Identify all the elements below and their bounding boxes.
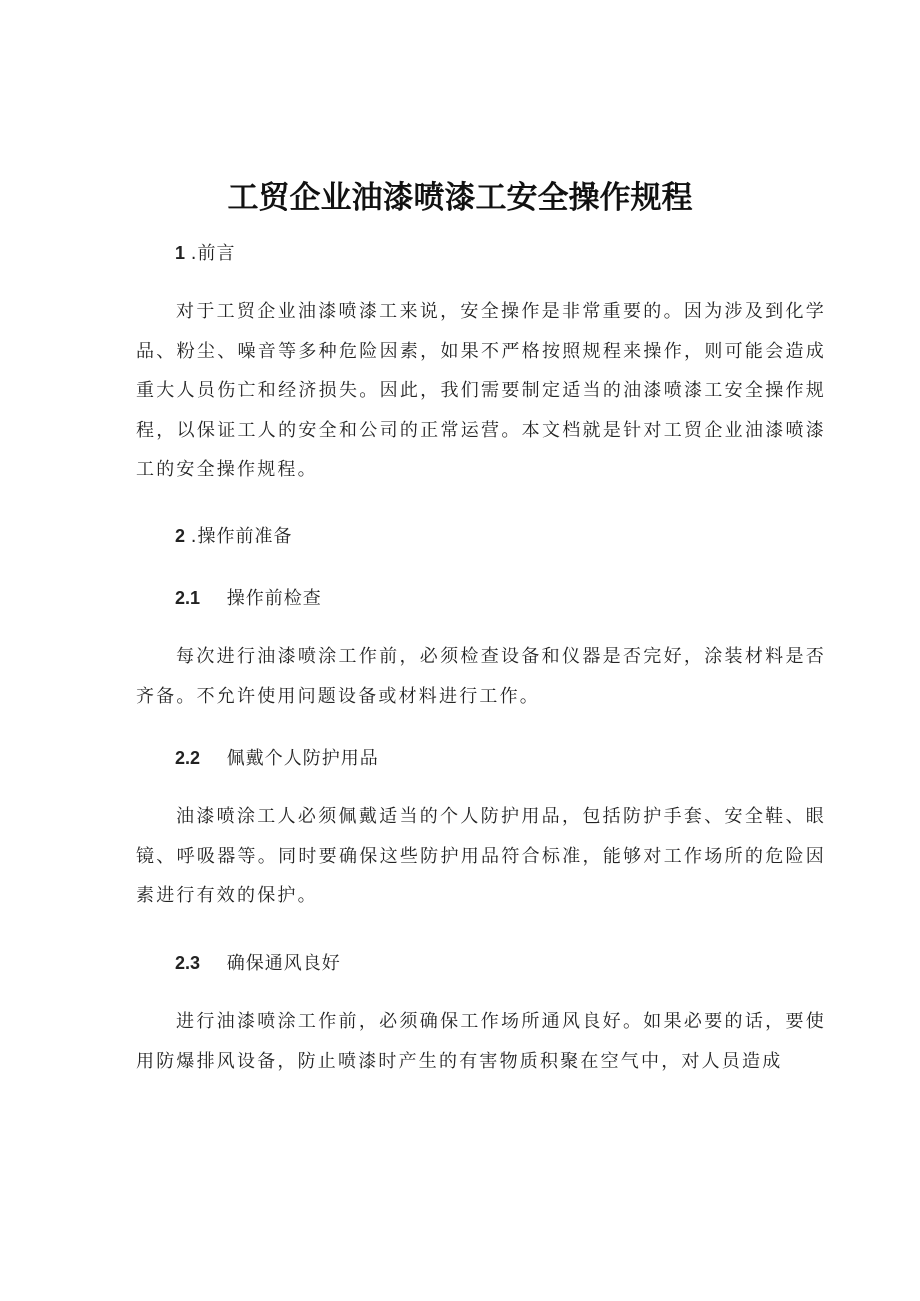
- section-title: 操作前检查: [226, 588, 322, 609]
- section-title: .前言: [190, 243, 236, 264]
- section-heading-2-3: [175, 951, 341, 976]
- document-title: 工贸企业油漆喷漆工安全操作规程: [227, 180, 693, 216]
- section-title: 佩戴个人防护用品: [226, 748, 379, 769]
- section-number: 2.2: [175, 748, 201, 768]
- section-heading-2: [175, 524, 292, 549]
- paragraph-ppe: 油漆喷涂工人必须佩戴适当的个人防护用品，包括防护手套、安全鞋、眼镜、呼吸器等。同时要确保这些防护用品符合标准，能够对工作场所的危险因素进行有效的保护。: [136, 806, 826, 906]
- section-number: 2: [175, 526, 186, 546]
- section-heading-2-2: [175, 746, 379, 771]
- paragraph-ventilation: 进行油漆喷涂工作前，必须确保工作场所通风良好。如果必要的话，要使用防爆排风设备，防止喷漆时产生的有害物质积聚在空气中，对人员造成: [136, 1011, 826, 1072]
- paragraph-pre-check: 每次进行油漆喷涂工作前，必须检查设备和仪器是否完好，涂装材料是否齐备。不允许使用问题设备或材料进行工作。: [136, 646, 826, 707]
- section-number: 1: [175, 243, 186, 263]
- paragraph-intro: 对于工贸企业油漆喷漆工来说，安全操作是非常重要的。因为涉及到化学品、粉尘、噪音等多种危险因素，如果不严格按照规程来操作，则可能会造成重大人员伤亡和经济损失。因此，我们需要制定适当的油漆喷漆工安全操作规程，以保证工人的安全和公司的正常运营。本文档就是针对工贸企业油漆喷漆工的安全操作规程。: [136, 301, 826, 480]
- section-number: 2.3: [175, 953, 201, 973]
- section-number: 2.1: [175, 588, 201, 608]
- section-title: 确保通风良好: [226, 953, 341, 974]
- section-heading-2-1: [175, 586, 322, 611]
- section-heading-1: [175, 241, 235, 266]
- section-title: .操作前准备: [190, 526, 293, 547]
